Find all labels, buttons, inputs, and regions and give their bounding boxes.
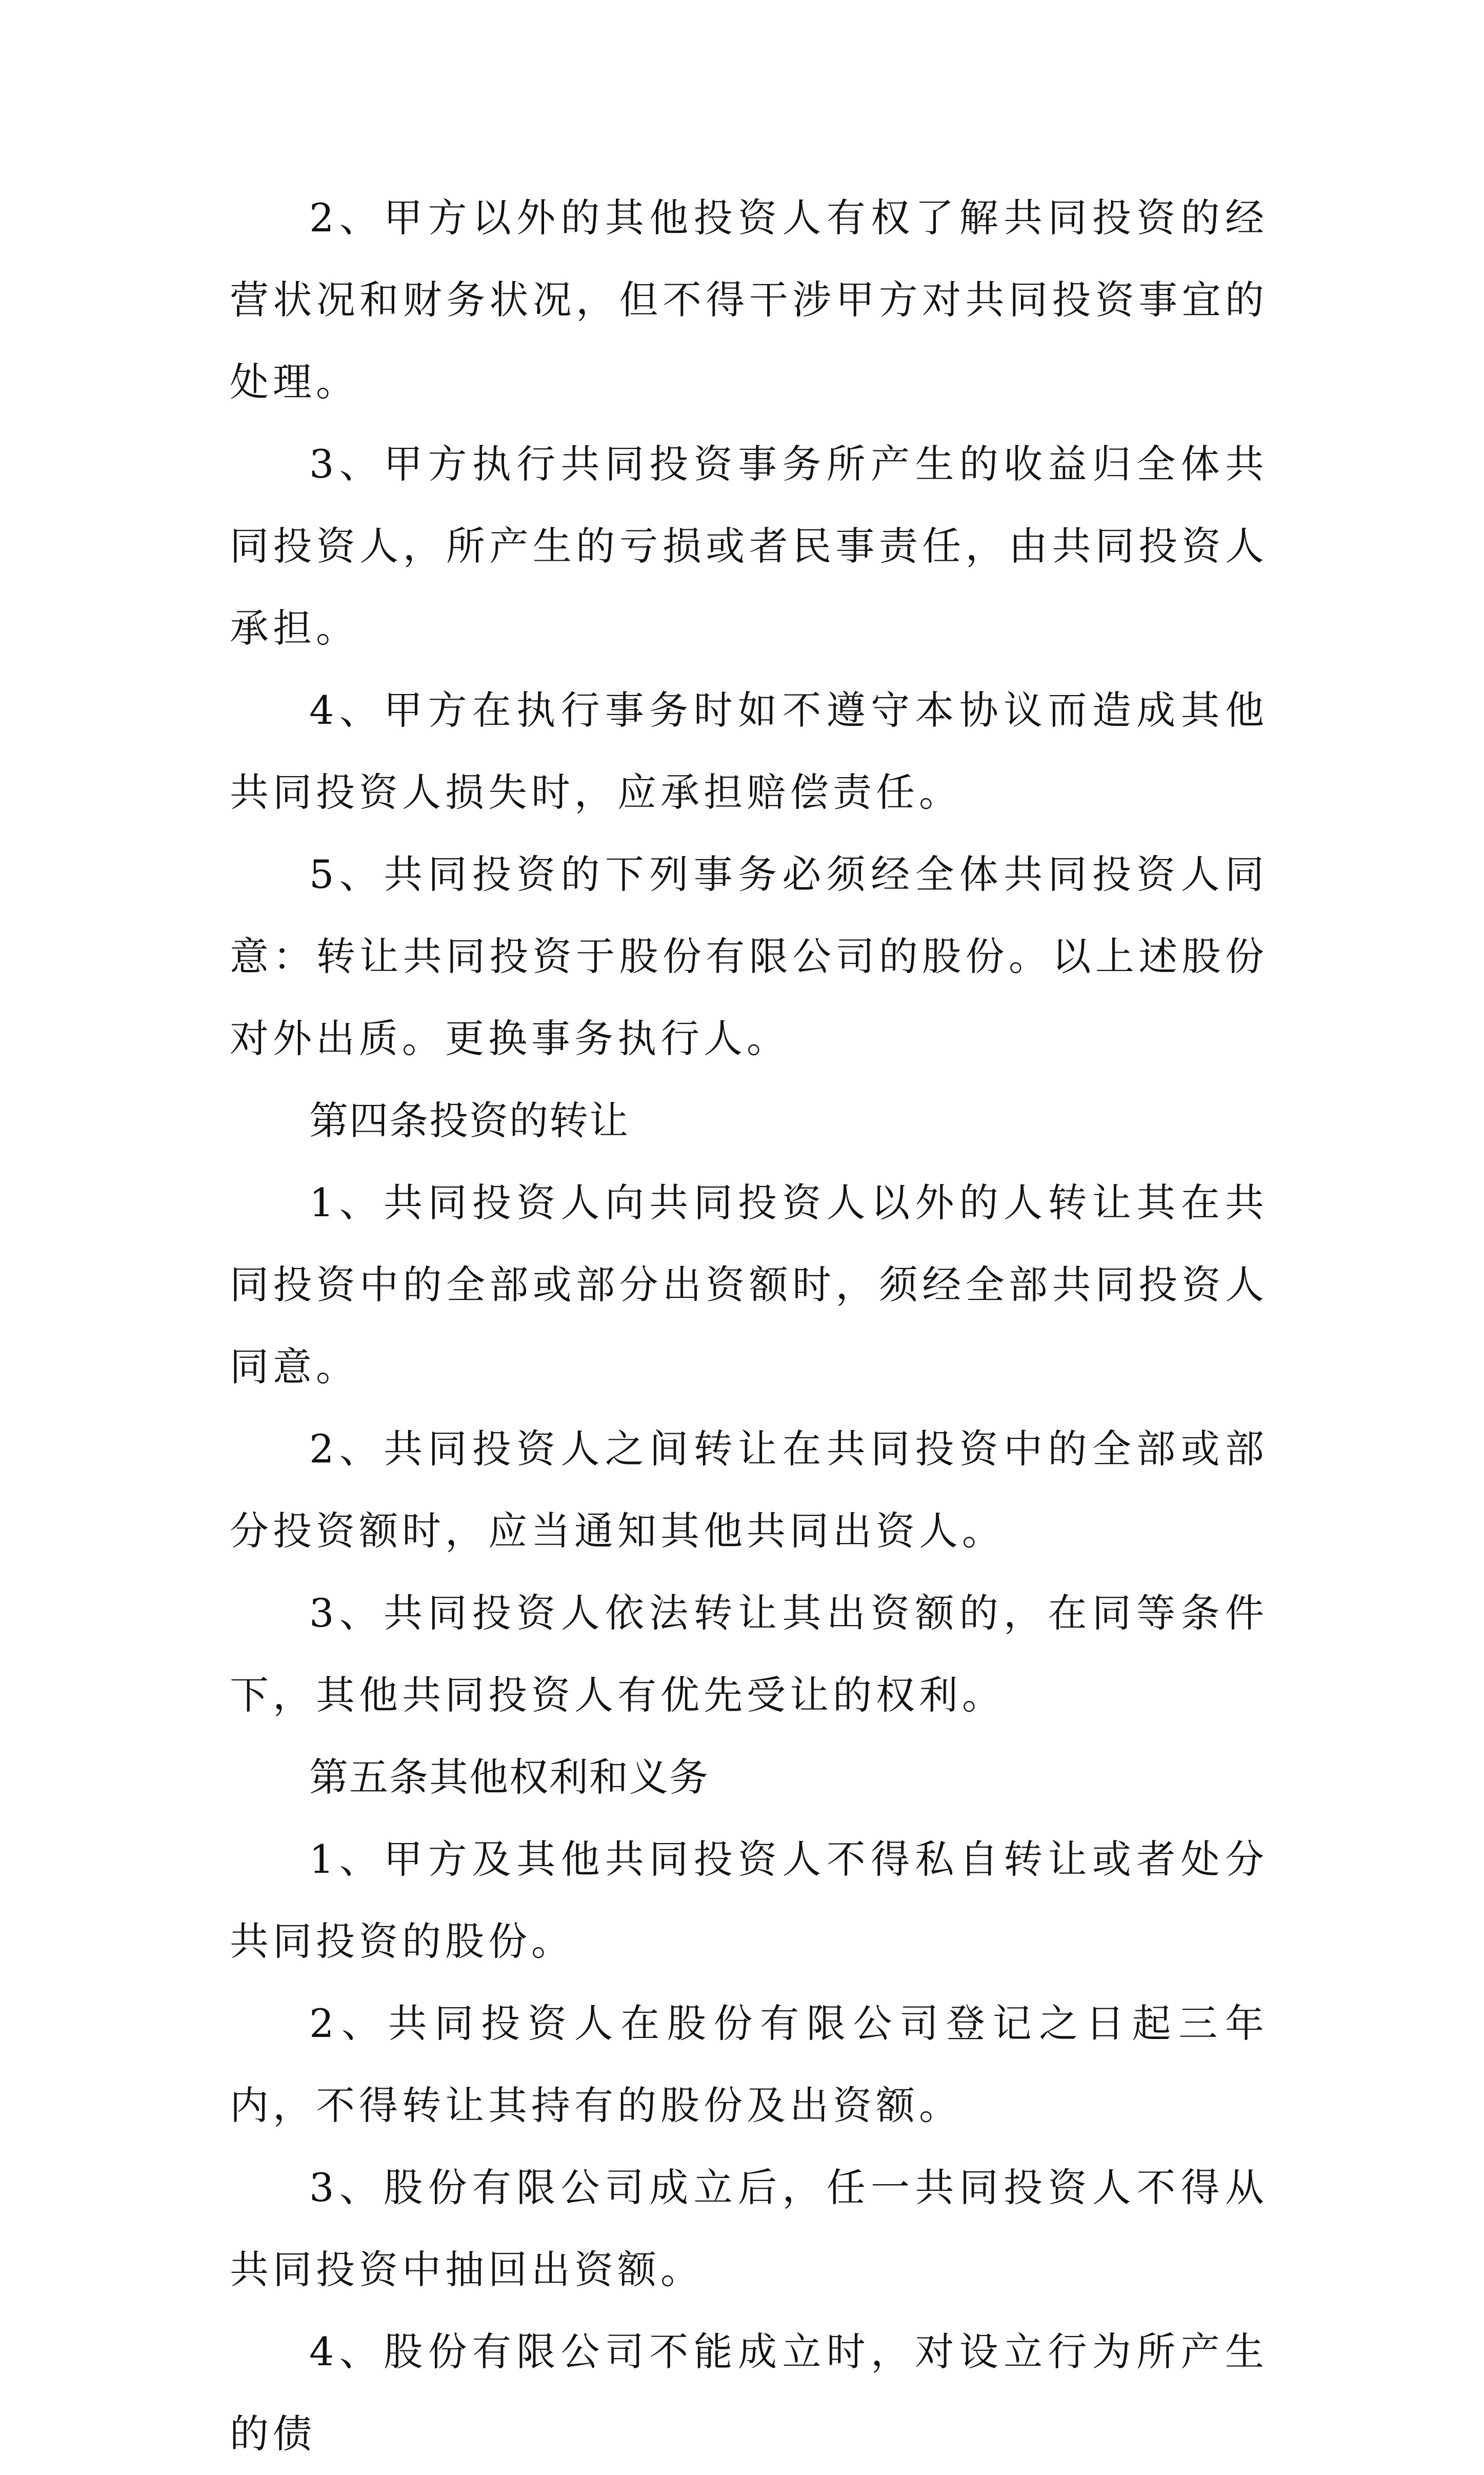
- clause-paragraph: 4、股份有限公司不能成立时，对设立行为所产生的债: [230, 2329, 1268, 2457]
- clause-paragraph: 5、共同投资的下列事务必须经全体共同投资人同意：转让共同投资于股份有限公司的股份。以上述股份对外出质。更换事务执行人。: [230, 852, 1268, 1061]
- clause-paragraph: 3、甲方执行共同投资事务所产生的收益归全体共同投资人，所产生的亏损或者民事责任，由共同投资人承担。: [230, 441, 1268, 651]
- document-page: [230, 177, 1268, 2475]
- section-heading: 第四条投资的转让: [309, 1098, 629, 1143]
- clause-paragraph: 2、共同投资人之间转让在共同投资中的全部或部分投资额时，应当通知其他共同出资人。: [230, 1426, 1268, 1554]
- clause-paragraph: 3、股份有限公司成立后，任一共同投资人不得从共同投资中抽回出资额。: [230, 2165, 1268, 2292]
- clause-paragraph: 4、甲方在执行事务时如不遵守本协议而造成其他共同投资人损失时，应承担赔偿责任。: [230, 687, 1268, 815]
- clause-paragraph: 1、共同投资人向共同投资人以外的人转让其在共同投资中的全部或部分出资额时，须经全部共同投资人同意。: [230, 1180, 1268, 1390]
- section-heading: 第五条其他权利和义务: [309, 1754, 709, 1800]
- clause-paragraph: 2、甲方以外的其他投资人有权了解共同投资的经营状况和财务状况，但不得干涉甲方对共同投资事宜的处理。: [230, 195, 1268, 405]
- clause-paragraph: 3、共同投资人依法转让其出资额的，在同等条件下，其他共同投资人有优先受让的权利。: [230, 1590, 1268, 1718]
- clause-paragraph: 2、共同投资人在股份有限公司登记之日起三年内，不得转让其持有的股份及出资额。: [230, 2001, 1268, 2128]
- clause-paragraph: 1、甲方及其他共同投资人不得私自转让或者处分共同投资的股份。: [230, 1836, 1268, 1964]
